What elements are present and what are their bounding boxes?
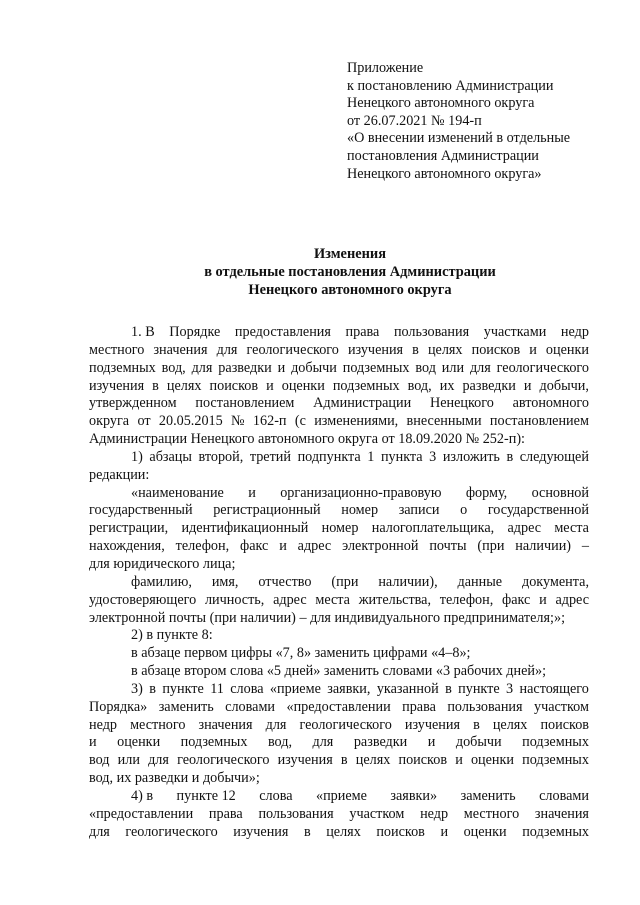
- word: «приеме: [269, 680, 321, 697]
- word: подземных: [89, 359, 156, 376]
- word: добычи,: [539, 377, 589, 394]
- word: добычи: [291, 359, 337, 376]
- word: идентификационный: [181, 520, 309, 537]
- word: недр: [560, 324, 589, 340]
- word: местного: [89, 341, 145, 358]
- word: подземных: [180, 734, 248, 751]
- word: Администрации Ненецкого автономного округа от 18.09.2020 № 252-п):: [89, 431, 525, 448]
- word: пункте: [458, 680, 500, 697]
- word: изучения: [277, 752, 333, 769]
- word: фамилию,: [131, 573, 192, 590]
- word: и: [277, 359, 286, 376]
- word: геологического: [125, 823, 218, 840]
- word: государственный: [89, 502, 193, 519]
- word: форму,: [465, 484, 508, 501]
- word: словами: [539, 787, 589, 804]
- paragraph-line: [89, 663, 589, 681]
- word: в: [340, 752, 348, 769]
- word: права: [208, 805, 243, 822]
- paragraph-line: [89, 734, 589, 752]
- word: в абзаце втором слова «5 дней» заменить словами «3 рабочих дней»;: [131, 663, 547, 680]
- word: разведки: [462, 377, 516, 394]
- word: заявки,: [327, 680, 371, 697]
- word: в: [506, 448, 514, 465]
- word: местного: [130, 716, 186, 733]
- word: подземных: [522, 823, 589, 840]
- word: почты: [429, 538, 467, 555]
- word: участком: [533, 698, 589, 715]
- word: вод: [89, 752, 110, 769]
- word: их: [439, 377, 455, 394]
- word: отчество: [258, 573, 312, 590]
- word: подземных: [522, 752, 589, 769]
- word: (при: [331, 573, 359, 590]
- word: подпункта: [297, 448, 361, 465]
- word: для: [265, 716, 287, 733]
- word: постановлением: [195, 395, 295, 412]
- word: для: [216, 341, 238, 358]
- word: в: [473, 716, 480, 733]
- word: электронной: [342, 538, 419, 555]
- paragraph-line: [89, 485, 589, 503]
- word: основной: [531, 484, 589, 501]
- word: поисков: [398, 752, 448, 769]
- word: вод,: [267, 734, 292, 751]
- word: Администрации: [313, 395, 412, 412]
- word: и: [427, 734, 436, 751]
- word: №: [231, 413, 245, 430]
- word: внесенными: [406, 413, 482, 430]
- word: недр: [420, 805, 449, 822]
- word: или: [117, 752, 140, 769]
- word: пункте 12: [176, 787, 236, 804]
- word: 2) в пункте 8:: [131, 627, 213, 644]
- paragraph-line: [89, 467, 589, 485]
- attachment-line: постановления Администрации: [347, 147, 539, 164]
- word: целях: [492, 716, 528, 733]
- word: поисков: [540, 716, 589, 733]
- word: редакции:: [89, 466, 150, 483]
- paragraph-line: [89, 681, 589, 699]
- word: и: [248, 484, 256, 501]
- word: постановлением: [489, 413, 589, 430]
- word: 1. В: [131, 324, 155, 340]
- attachment-line: от 26.07.2021 № 194-п: [347, 112, 482, 129]
- word: целях: [166, 377, 202, 394]
- word: адрес: [297, 538, 332, 555]
- word: номер: [321, 520, 359, 537]
- word: подземных: [332, 377, 400, 394]
- word: и: [523, 377, 532, 394]
- word: участком: [349, 805, 405, 822]
- word: и: [440, 823, 449, 840]
- paragraph-line: [89, 752, 589, 770]
- word: слова: [230, 680, 264, 697]
- word: вод,: [161, 359, 186, 376]
- word: абзацы: [149, 448, 192, 465]
- word: нахождения,: [89, 538, 165, 555]
- word: указанной: [376, 680, 439, 697]
- word: геологического: [177, 752, 270, 769]
- word: округа: [89, 413, 130, 430]
- word: личность,: [204, 591, 265, 608]
- word: и: [279, 538, 287, 555]
- word: в: [303, 823, 311, 840]
- word: оценки: [281, 377, 325, 394]
- word: телефон,: [439, 591, 494, 608]
- word: пользования: [447, 698, 523, 715]
- word: в: [152, 377, 159, 394]
- word: 1): [131, 448, 143, 465]
- word: пункте: [162, 680, 204, 697]
- word: права: [402, 698, 436, 715]
- word: (при: [477, 538, 505, 555]
- word: телефон,: [175, 538, 230, 555]
- paragraph-line: [89, 770, 589, 788]
- word: слова: [259, 787, 293, 804]
- word: заменить: [460, 787, 516, 804]
- word: 3: [429, 448, 437, 465]
- paragraph-line: [89, 431, 589, 449]
- word: следующей: [519, 448, 589, 465]
- word: разведки: [218, 359, 272, 376]
- word: словами: [225, 698, 276, 715]
- word: факс: [502, 591, 531, 608]
- word: и: [455, 752, 463, 769]
- paragraph-line: [89, 788, 589, 806]
- word: оценки: [117, 734, 161, 751]
- word: «предоставлении: [89, 805, 194, 822]
- word: наличии),: [378, 573, 438, 590]
- word: настоящего: [519, 680, 589, 697]
- document-body: [89, 324, 589, 841]
- word: недр: [89, 716, 118, 733]
- word: геологического: [496, 359, 589, 376]
- word: налогоплательщика,: [371, 520, 495, 537]
- word: жительства,: [358, 591, 432, 608]
- word: регистрационный: [213, 502, 321, 519]
- word: 20.05.2015: [158, 413, 223, 430]
- word: адрес: [273, 591, 307, 608]
- word: данные: [457, 573, 503, 590]
- word: организационно-правовую: [280, 484, 442, 501]
- word: 162-п: [252, 413, 287, 430]
- paragraph-line: [89, 824, 589, 842]
- word: места: [554, 520, 589, 537]
- word: изложить: [442, 448, 500, 465]
- word: права: [345, 324, 380, 340]
- word: подземных: [522, 734, 589, 751]
- word: для: [148, 752, 169, 769]
- word: или: [441, 359, 465, 376]
- word: вод,: [407, 377, 432, 394]
- word: 11: [210, 680, 224, 697]
- word: пользования: [258, 805, 334, 822]
- word: поисков: [209, 377, 259, 394]
- word: утвержденном: [89, 395, 177, 412]
- attachment-line: «О внесении изменений в отдельные: [347, 130, 571, 147]
- word: номер: [341, 502, 379, 519]
- word: целях: [355, 752, 391, 769]
- document-title: [60, 246, 640, 299]
- word: 3: [506, 680, 514, 697]
- word: записи: [398, 502, 440, 519]
- paragraph-line: [89, 502, 589, 520]
- word: третий: [249, 448, 291, 465]
- word: адрес: [507, 520, 542, 537]
- attachment-header: [347, 60, 617, 183]
- word: оценки: [463, 823, 507, 840]
- word: 3): [131, 680, 143, 697]
- word: заменить: [158, 698, 214, 715]
- word: разведки: [353, 734, 408, 751]
- word: и: [266, 377, 274, 394]
- word: электронной почты (при наличии) – для индивидуального предпринимателя;»;: [89, 609, 566, 626]
- word: для: [89, 823, 110, 840]
- paragraph-line: [89, 324, 589, 342]
- paragraph-line: [89, 627, 589, 645]
- paragraph-line: [89, 538, 589, 556]
- word: автономного: [512, 395, 589, 412]
- word: поисков: [471, 341, 521, 358]
- paragraph-line: [89, 592, 589, 610]
- paragraph-line: [89, 556, 589, 574]
- attachment-line: к постановлению Администрации: [347, 77, 554, 94]
- paragraph-line: [89, 699, 589, 717]
- paragraph-line: [89, 413, 589, 431]
- word: «приеме: [315, 787, 367, 804]
- word: подземных: [342, 359, 410, 376]
- word: оценки: [470, 752, 514, 769]
- paragraph-line: [89, 717, 589, 735]
- word: Порядка»: [89, 698, 148, 715]
- word: изучения: [404, 716, 461, 733]
- title-line: в отдельные постановления Администрации: [204, 263, 496, 280]
- word: изменениями,: [314, 413, 399, 430]
- word: имя,: [211, 573, 239, 590]
- word: оценки: [545, 341, 589, 358]
- word: адрес: [555, 591, 589, 608]
- word: и: [89, 734, 97, 751]
- word: добычи: [455, 734, 502, 751]
- word: государственной: [487, 502, 589, 519]
- word: 1: [367, 448, 375, 465]
- word: целях: [427, 341, 463, 358]
- word: в: [149, 680, 156, 697]
- word: целях: [326, 823, 361, 840]
- word: 4) в: [131, 787, 154, 804]
- word: –: [581, 538, 589, 555]
- word: «наименование: [131, 484, 224, 501]
- paragraph-line: [89, 449, 589, 467]
- word: удостоверяющего: [89, 591, 197, 608]
- word: наличии): [515, 538, 572, 555]
- word: для: [312, 734, 334, 751]
- paragraph-line: [89, 360, 589, 378]
- paragraph-line: [89, 520, 589, 538]
- word: пользования: [393, 324, 470, 340]
- word: пункта: [380, 448, 423, 465]
- word: для: [191, 359, 213, 376]
- word: и: [529, 341, 537, 358]
- word: о: [460, 502, 468, 519]
- word: факс: [240, 538, 269, 555]
- attachment-line: Ненецкого автономного округа: [347, 95, 535, 112]
- paragraph-line: [89, 645, 589, 663]
- word: от: [137, 413, 151, 430]
- word: изучения: [89, 377, 145, 394]
- word: участками: [483, 324, 547, 340]
- word: вод: [415, 359, 436, 376]
- word: документа,: [522, 573, 589, 590]
- title-line: Ненецкого автономного округа: [248, 281, 452, 298]
- word: второй,: [198, 448, 244, 465]
- paragraph-line: [89, 574, 589, 592]
- paragraph-line: [89, 806, 589, 824]
- word: и: [539, 591, 547, 608]
- word: Порядке: [169, 324, 221, 340]
- word: геологического: [299, 716, 392, 733]
- word: в абзаце первом цифры «7, 8» заменить цифрами «4–8»;: [131, 645, 471, 662]
- paragraph-line: [89, 395, 589, 413]
- word: Ненецкого: [429, 395, 494, 412]
- word: заявки»: [390, 787, 438, 804]
- word: «предоставлении: [286, 698, 391, 715]
- word: поисков: [376, 823, 425, 840]
- word: для юридического лица;: [89, 555, 236, 572]
- word: значения: [534, 805, 589, 822]
- word: значения: [198, 716, 253, 733]
- word: вод, их разведки и добычи»;: [89, 770, 260, 787]
- word: регистрации,: [89, 520, 169, 537]
- word: предоставления: [234, 324, 331, 340]
- attachment-line: Ненецкого автономного округа»: [347, 165, 542, 182]
- word: геологического: [246, 341, 339, 358]
- word: значения: [153, 341, 208, 358]
- word: в: [412, 341, 419, 358]
- word: изучения: [233, 823, 289, 840]
- word: для: [469, 359, 491, 376]
- title-line: Изменения: [313, 246, 386, 262]
- word: места: [315, 591, 350, 608]
- paragraph-line: [89, 378, 589, 396]
- attachment-line: Приложение: [347, 60, 424, 76]
- paragraph-line: [89, 610, 589, 628]
- word: (с: [294, 413, 306, 430]
- word: изучения: [347, 341, 404, 358]
- word: в: [445, 680, 452, 697]
- word: местного: [463, 805, 520, 822]
- paragraph-line: [89, 342, 589, 360]
